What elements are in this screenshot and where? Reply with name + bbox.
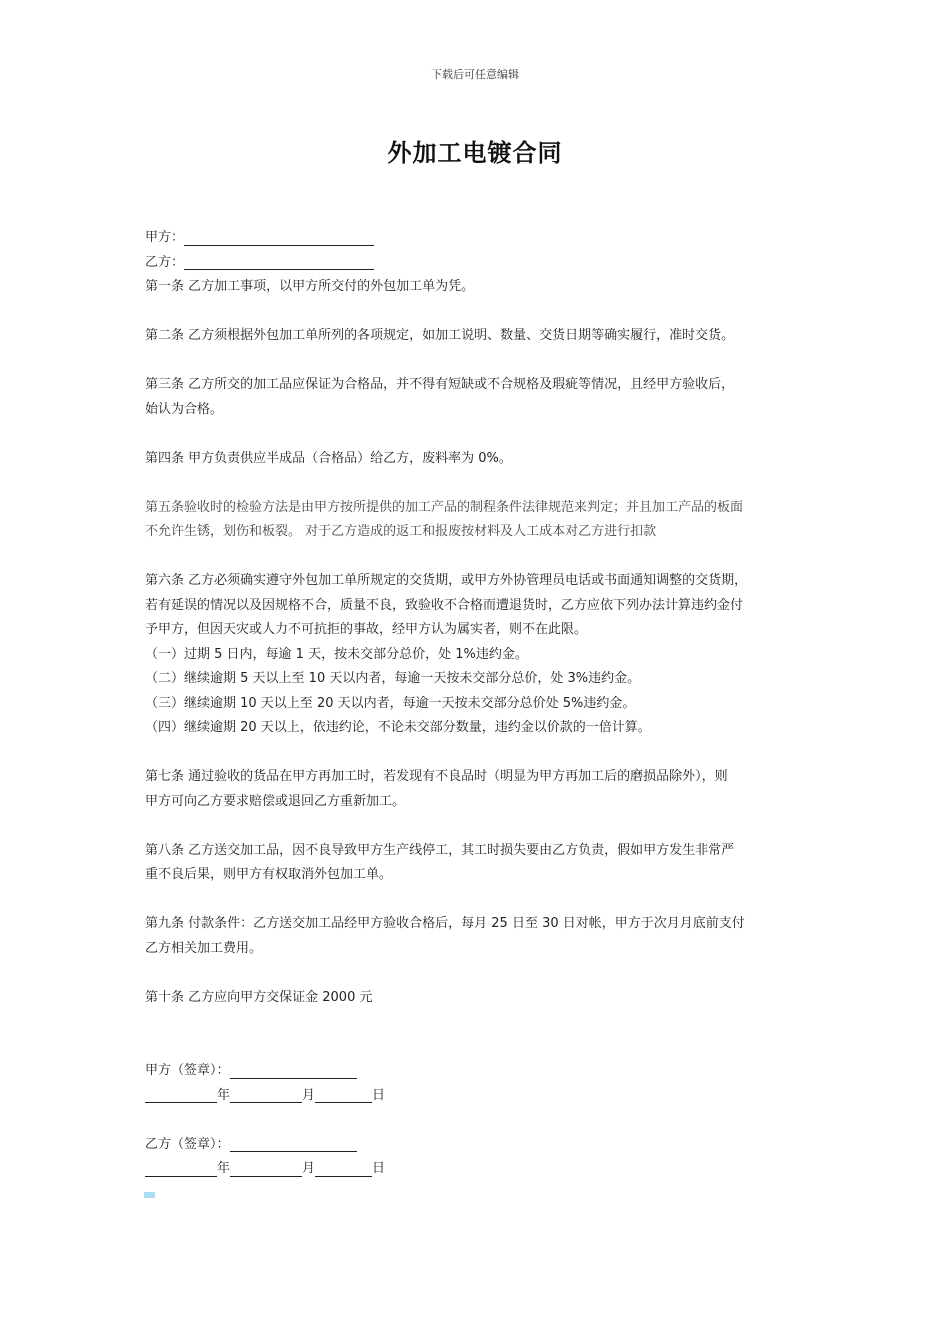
party-a-date-line — [145, 1084, 810, 1109]
clause-6-item-1: （一）过期 5 日内，每逾 1 天，按未交部分总价，处 1%违约金。 — [145, 646, 528, 662]
clause-9-line-2: 乙方相关加工费用。 — [145, 940, 263, 956]
clause-6-item-4: （四）继续逾期 20 天以上，依违约论，不论未交部分数量，违约金以价款的一倍计算。 — [145, 720, 651, 735]
party-b-blank-field[interactable] — [184, 254, 374, 270]
party-b-signature-field[interactable] — [230, 1136, 357, 1152]
day-label: 日 — [372, 1161, 386, 1176]
party-b-day-field[interactable] — [315, 1161, 372, 1177]
clause-7-line-2: 甲方可向乙方要求赔偿或退回乙方重新加工。 — [145, 793, 406, 809]
document-title: 外加工电镀合同 — [387, 139, 563, 167]
clause-1: 第一条 乙方加工事项，以甲方所交付的外包加工单为凭。 — [145, 279, 475, 294]
clause-8-line-2: 重不良后果，则甲方有权取消外包加工单。 — [145, 867, 393, 882]
party-a-blank-field[interactable] — [184, 230, 374, 246]
party-b-date-line — [145, 1157, 810, 1182]
clause-7-line-1: 第七条 通过验收的货品在甲方再加工时，若发现有不良品时（明显为甲方再加工后的磨损品除外），则 — [145, 769, 728, 784]
day-label: 日 — [372, 1087, 386, 1103]
header-note: 下载后可任意编辑 — [431, 68, 519, 81]
clause-9-line-1: 第九条 付款条件：乙方送交加工品经甲方验收合格后，每月 25 日至 30 日对帐，甲方于次月月底前支付 — [145, 916, 745, 931]
clause-6-line-1: 第六条 乙方必须确实遵守外包加工单所规定的交货期，或甲方外协管理员电话或书面通知调整的交货期， — [145, 573, 748, 588]
party-a-label: 甲方： — [145, 230, 185, 245]
clause-2: 第二条 乙方须根据外包加工单所列的各项规定，如加工说明、数量、交货日期等确实履行，准时交货。 — [145, 328, 735, 343]
party-a-line — [145, 226, 810, 251]
party-b-signature-line — [145, 1133, 810, 1158]
party-b-line — [145, 251, 810, 276]
clause-3-line-2: 始认为合格。 — [145, 401, 224, 417]
clause-6-item-3: （三）继续逾期 10 天以上至 20 天以内者，每逾一天按未交部分总价处 5%违约金。 — [145, 695, 636, 711]
year-label: 年 — [217, 1087, 231, 1103]
party-b-year-field[interactable] — [145, 1161, 217, 1177]
party-a-month-field[interactable] — [230, 1087, 302, 1103]
party-b-month-field[interactable] — [230, 1161, 302, 1177]
clause-6-line-3: 予甲方，但因天灾或人力不可抗拒的事故，经甲方认为属实者，则不在此限。 — [145, 622, 588, 637]
clause-6-item-2: （二）继续逾期 5 天以上至 10 天以内者，每逾一天按未交部分总价，处 3%违约金。 — [145, 671, 641, 686]
clause-4: 第四条 甲方负责供应半成品（合格品）给乙方，废料率为 0%。 — [145, 450, 512, 466]
party-a-year-field[interactable] — [145, 1087, 217, 1103]
clause-5-line-2: 不允许生锈，划伤和板裂。 对于乙方造成的返工和报废按材料及人工成本对乙方进行扣款 — [145, 524, 657, 539]
party-b-sign-label: 乙方（签章）： — [145, 1136, 230, 1152]
clause-3-line-1: 第三条 乙方所交的加工品应保证为合格品，并不得有短缺或不合规格及瑕疵等情况，且经甲方验收后， — [145, 377, 735, 392]
year-label: 年 — [217, 1161, 231, 1176]
clause-10: 第十条 乙方应向甲方交保证金 2000 元 — [145, 989, 373, 1005]
clause-6-line-2: 若有延误的情况以及因规格不合，质量不良，致验收不合格而遭退货时，乙方应依下列办法计算违约金付 — [145, 597, 744, 613]
party-a-sign-label: 甲方（签章）： — [145, 1063, 230, 1078]
clause-8-line-1: 第八条 乙方送交加工品，因不良导致甲方生产线停工，其工时损失要由乙方负责，假如甲方发生非常严 — [145, 842, 735, 858]
month-label: 月 — [302, 1087, 316, 1103]
party-a-signature-line — [145, 1059, 810, 1084]
party-b-label: 乙方： — [145, 254, 185, 270]
party-a-day-field[interactable] — [315, 1087, 372, 1103]
month-label: 月 — [302, 1161, 316, 1176]
clause-5-line-1: 第五条验收时的检验方法是由甲方按所提供的加工产品的制程条件法律规范来判定；并且加工产品的板面 — [145, 499, 744, 515]
party-a-signature-field[interactable] — [230, 1063, 357, 1079]
cursor-marker — [144, 1192, 155, 1198]
contract-body — [145, 226, 810, 1182]
